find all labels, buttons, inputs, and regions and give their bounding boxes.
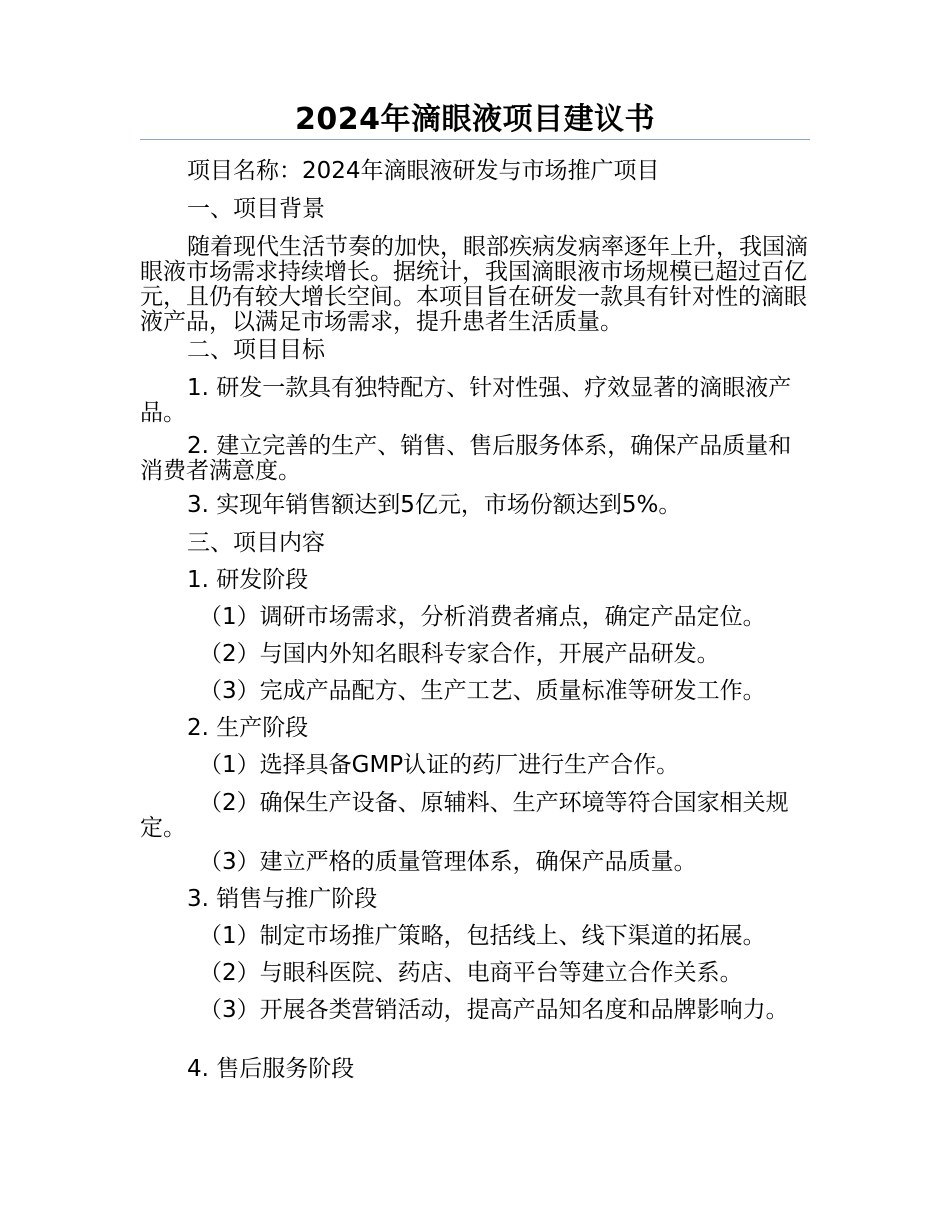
document-title: 2024年滴眼液项目建议书 — [295, 102, 655, 137]
section-heading-background: 一、项目背景 — [187, 196, 325, 222]
phase-heading-sales: 3. 销售与推广阶段 — [187, 886, 378, 912]
sales-item-1: （1）制定市场推广策略，包括线上、线下渠道的拓展。 — [199, 923, 766, 949]
sales-item-2: （2）与眼科医院、药店、电商平台等建立合作关系。 — [199, 960, 743, 986]
goal-item-2: 2. 建立完善的生产、销售、售后服务体系，确保产品质量和消费者满意度。 — [140, 433, 792, 484]
phase-heading-after-sales: 4. 售后服务阶段 — [187, 1056, 355, 1082]
rd-item-3: （3）完成产品配方、生产工艺、质量标准等研发工作。 — [199, 678, 766, 704]
phase-heading-production: 2. 生产阶段 — [187, 715, 309, 741]
project-name-line: 项目名称：2024年滴眼液研发与市场推广项目 — [187, 158, 660, 184]
production-item-2: （2）确保生产设备、原辅料、生产环境等符合国家相关规定。 — [140, 790, 789, 841]
title-underline — [140, 139, 810, 140]
rd-item-1: （1）调研市场需求，分析消费者痛点，确定产品定位。 — [199, 604, 766, 630]
production-item-1: （1）选择具备GMP认证的药厂进行生产合作。 — [199, 752, 680, 778]
goal-item-3: 3. 实现年销售额达到5亿元，市场份额达到5%。 — [187, 492, 682, 518]
section-heading-content: 三、项目内容 — [187, 530, 325, 556]
section-heading-goals: 二、项目目标 — [187, 337, 325, 363]
rd-item-2: （2）与国内外知名眼科专家合作，开展产品研发。 — [199, 641, 720, 667]
production-item-3: （3）建立严格的质量管理体系，确保产品质量。 — [199, 849, 697, 875]
phase-heading-rd: 1. 研发阶段 — [187, 567, 309, 593]
background-paragraph: 随着现代生活节奏的加快，眼部疾病发病率逐年上升，我国滴眼液市场需求持续增长。据统计，我国滴眼液市场规模已超过百亿元，且仍有较大增长空间。本项目旨在研发一款具有针对性的滴眼液产品，以满足市场需求，提升患者生活质量。 — [140, 234, 808, 335]
goal-item-1: 1. 研发一款具有独特配方、针对性强、疗效显著的滴眼液产品。 — [140, 375, 792, 426]
sales-item-3: （3）开展各类营销活动，提高产品知名度和品牌影响力。 — [199, 997, 789, 1023]
